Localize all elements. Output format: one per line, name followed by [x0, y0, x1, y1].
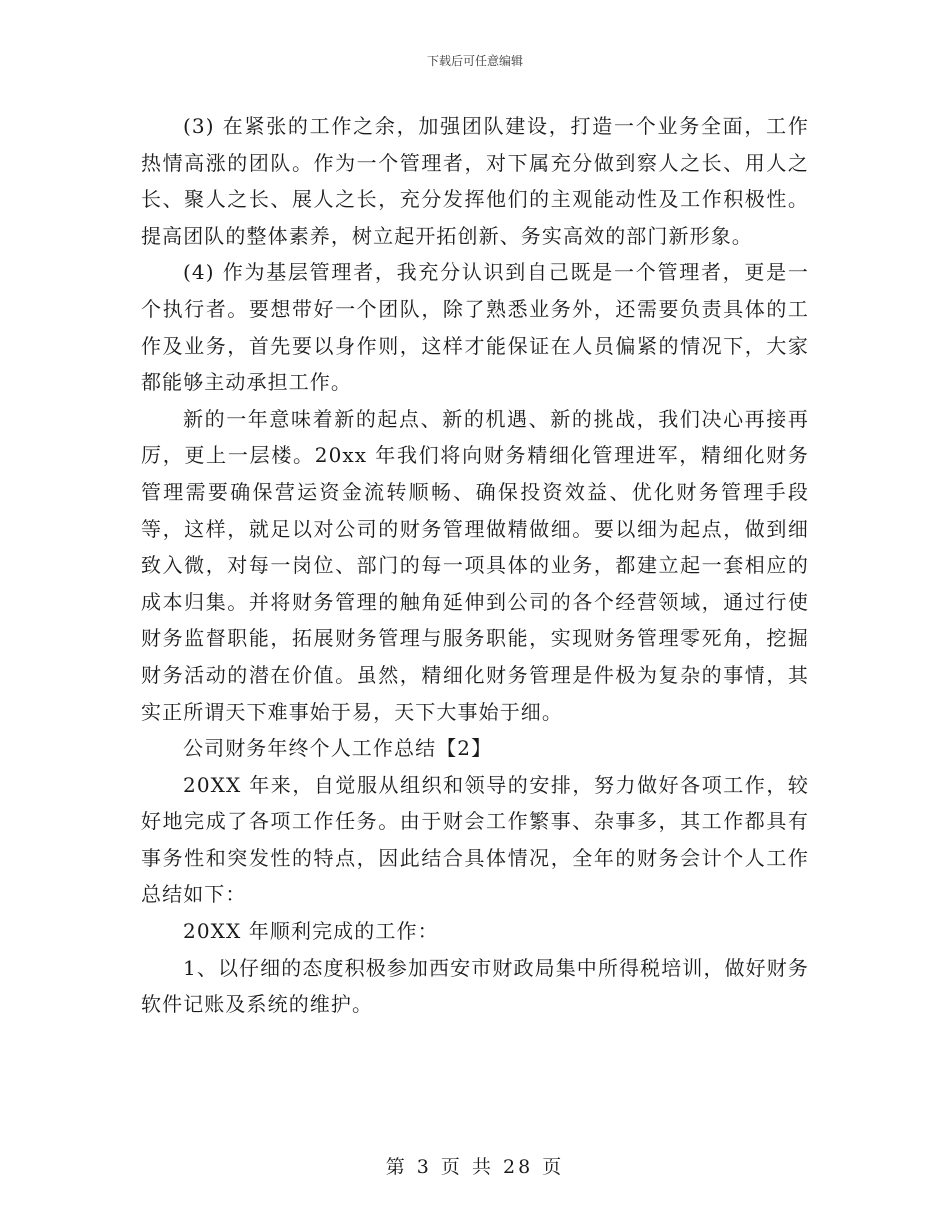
paragraph: 20XX 年来，自觉服从组织和领导的安排，努力做好各项工作，较好地完成了各项工作任务。由于财会工作繁事、杂事多，其工作都具有事务性和突发性的特点，因此结合具体情况，全年的财务会计个人工作总结如下：	[141, 772, 809, 907]
paragraph: 新的一年意味着新的起点、新的机遇、新的挑战，我们决心再接再厉，更上一层楼。20xx 年我们将向财务精细化管理进军，精细化财务管理需要确保营运资金流转顺畅、确保投资效益、优化财务管理手段等，这样，就足以对公司的财务管理做精做细。要以细为起点，做到细致入微，对每一岗位、部门的每一项具体的业务，都建立起一套相应的成本归集。并将财务管理的触角延伸到公司的各个经营领域，通过行使财务监督职能，拓展财务管理与服务职能，实现财务管理零死角，挖掘财务活动的潜在价值。虽然，精细化财务管理是件极为复杂的事情，其实正所谓天下难事始于易，天下大事始于细。	[141, 406, 809, 724]
document-body	[141, 108, 809, 1023]
paragraph: (4) 作为基层管理者，我充分认识到自己既是一个管理者，更是一个执行者。要想带好一个团队，除了熟悉业务外，还需要负责具体的工作及业务，首先要以身作则，这样才能保证在人员偏紧的情况下，大家都能够主动承担工作。	[141, 260, 809, 395]
paragraph: 20XX 年顺利完成的工作：	[183, 919, 439, 944]
paragraph: 1、以仔细的态度积极参加西安市财政局集中所得税培训，做好财务软件记账及系统的维护。	[141, 955, 809, 1017]
section-heading: 公司财务年终个人工作总结【2】	[183, 736, 493, 761]
page-number: 第 3 页 共 28 页	[385, 1156, 565, 1178]
paragraph: (3) 在紧张的工作之余，加强团队建设，打造一个业务全面，工作热情高涨的团队。作为一个管理者，对下属充分做到察人之长、用人之长、聚人之长、展人之长，充分发挥他们的主观能动性及工作积极性。提高团队的整体素养，树立起开拓创新、务实高效的部门新形象。	[141, 114, 809, 248]
page-header: 下载后可任意编辑	[426, 54, 523, 68]
